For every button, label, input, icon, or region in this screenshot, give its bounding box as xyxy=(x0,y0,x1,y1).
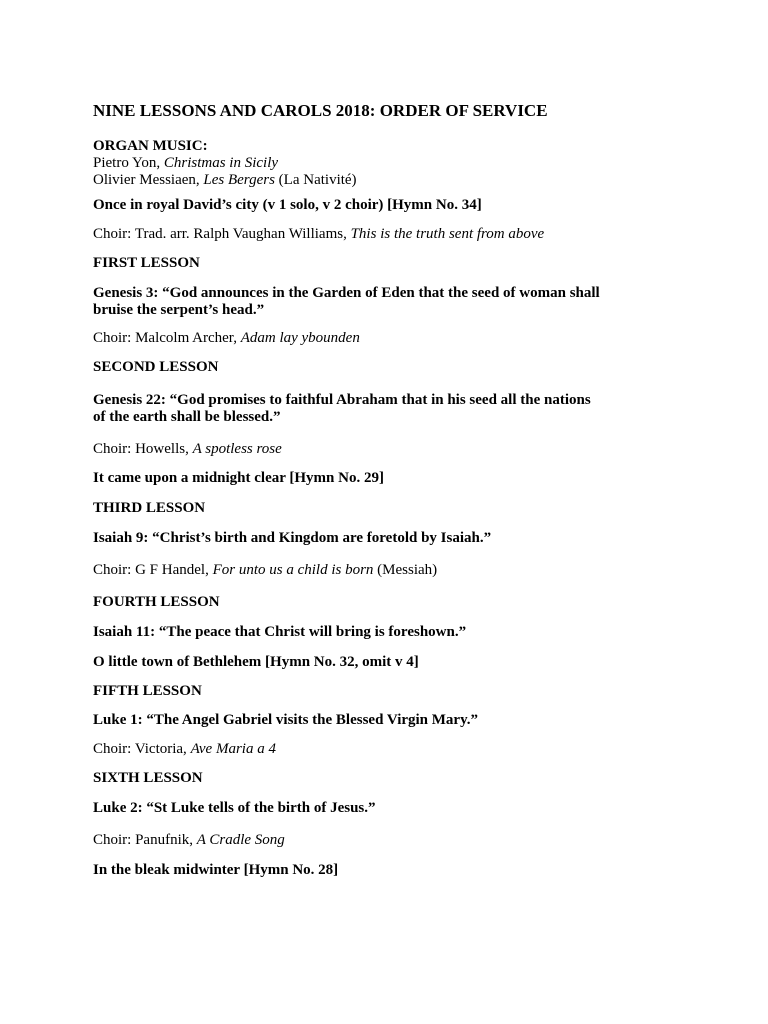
hymn-o-little-town: O little town of Bethlehem [Hymn No. 32, omit v 4] xyxy=(93,654,419,670)
second-lesson-heading: SECOND LESSON xyxy=(93,359,219,375)
choir-anthem-5-composer: Choir: Victoria, xyxy=(93,741,191,757)
second-lesson-reading-line-2: of the earth shall be blessed.” xyxy=(93,409,281,425)
choir-anthem-5 xyxy=(93,741,693,758)
choir-anthem-2-composer: Choir: Malcolm Archer, xyxy=(93,330,241,346)
third-lesson-reading: Isaiah 9: “Christ’s birth and Kingdom are foretold by Isaiah.” xyxy=(93,530,492,546)
choir-anthem-4-suffix: (Messiah) xyxy=(373,562,438,578)
choir-anthem-1 xyxy=(93,226,693,243)
second-lesson-reading xyxy=(93,392,693,426)
choir-anthem-3 xyxy=(93,441,693,458)
hymn-it-came-upon: It came upon a midnight clear [Hymn No. 29] xyxy=(93,470,384,486)
choir-anthem-4-composer: Choir: G F Handel, xyxy=(93,562,213,578)
choir-anthem-3-work: A spotless rose xyxy=(192,441,282,457)
choir-anthem-1-work: This is the truth sent from above xyxy=(350,226,545,242)
organ-piece-2 xyxy=(93,172,693,189)
choir-anthem-4 xyxy=(93,562,693,579)
fifth-lesson-heading: FIFTH LESSON xyxy=(93,683,202,699)
third-lesson-heading: THIRD LESSON xyxy=(93,500,206,516)
organ-piece-1-composer: Pietro Yon, xyxy=(93,155,164,171)
choir-anthem-4-work: For unto us a child is born xyxy=(212,562,374,578)
sixth-lesson-heading: SIXTH LESSON xyxy=(93,770,203,786)
first-lesson-heading: FIRST LESSON xyxy=(93,255,200,271)
organ-music-heading: ORGAN MUSIC: xyxy=(93,138,208,154)
organ-piece-2-work: Les Bergers xyxy=(203,172,275,188)
first-lesson-reading-line-1: Genesis 3: “God announces in the Garden of Eden that the seed of woman shall xyxy=(93,285,600,301)
organ-piece-2-composer: Olivier Messiaen, xyxy=(93,172,204,188)
choir-anthem-5-work: Ave Maria a 4 xyxy=(190,741,276,757)
organ-piece-1-work: Christmas in Sicily xyxy=(163,155,279,171)
organ-piece-1 xyxy=(93,155,693,172)
choir-anthem-3-composer: Choir: Howells, xyxy=(93,441,193,457)
sixth-lesson-reading: Luke 2: “St Luke tells of the birth of Jesus.” xyxy=(93,800,376,816)
choir-anthem-1-composer: Choir: Trad. arr. Ralph Vaughan Williams, xyxy=(93,226,351,242)
second-lesson-reading-line-1: Genesis 22: “God promises to faithful Abraham that in his seed all the nations xyxy=(93,392,591,408)
organ-music-section xyxy=(93,138,693,189)
fourth-lesson-heading: FOURTH LESSON xyxy=(93,594,220,610)
choir-anthem-6-composer: Choir: Panufnik, xyxy=(93,832,197,848)
first-lesson-reading-line-2: bruise the serpent’s head.” xyxy=(93,302,265,318)
hymn-in-the-bleak-midwinter: In the bleak midwinter [Hymn No. 28] xyxy=(93,862,339,878)
choir-anthem-2-work: Adam lay ybounden xyxy=(240,330,360,346)
organ-piece-2-suffix: (La Nativité) xyxy=(274,172,357,188)
hymn-once-in-royal: Once in royal David’s city (v 1 solo, v 2 choir) [Hymn No. 34] xyxy=(93,197,482,213)
fifth-lesson-reading: Luke 1: “The Angel Gabriel visits the Blessed Virgin Mary.” xyxy=(93,712,479,728)
first-lesson-reading xyxy=(93,285,693,319)
choir-anthem-2 xyxy=(93,330,693,347)
document-title: NINE LESSONS AND CAROLS 2018: ORDER OF SERVICE xyxy=(93,101,548,120)
choir-anthem-6 xyxy=(93,832,693,849)
fourth-lesson-reading: Isaiah 11: “The peace that Christ will bring is foreshown.” xyxy=(93,624,467,640)
choir-anthem-6-work: A Cradle Song xyxy=(196,832,285,848)
